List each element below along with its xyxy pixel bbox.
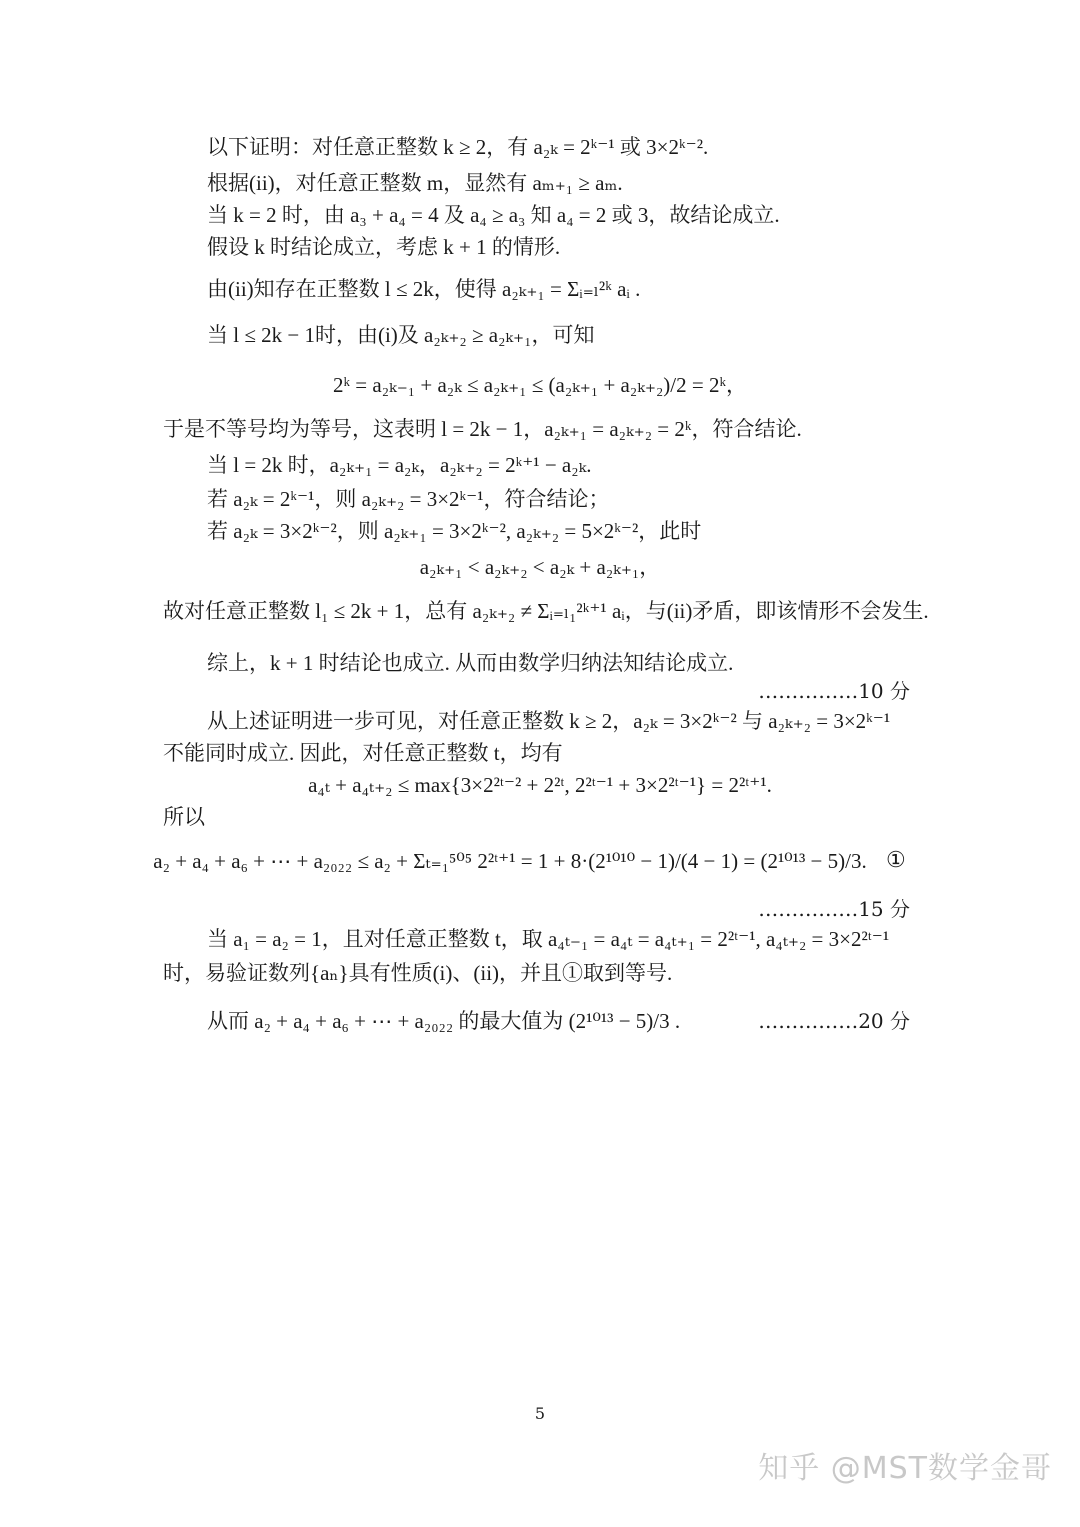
display-equation-2: a₂ₖ₊₁ < a₂ₖ₊₂ < a₂ₖ + a₂ₖ₊₁， — [419, 555, 661, 579]
score-10: ……………10 分 — [758, 679, 910, 703]
equation-marker: ① — [886, 848, 906, 873]
proof-line-18: 从而 a₂ + a₄ + a₆ + ⋯ + a₂₀₂₂ 的最大值为 (2¹⁰¹³ − 5)/3 . — [207, 1009, 681, 1033]
proof-line-4: 假设 k 时结论成立，考虑 k + 1 的情形. — [207, 235, 561, 259]
proof-line-3: 当 k = 2 时，由 a₃ + a₄ = 4 及 a₄ ≥ a₃ 知 a₄ = 2 或 3，故结论成立. — [207, 203, 780, 227]
proof-line-2: 根据(ii)，对任意正整数 m，显然有 aₘ₊₁ ≥ aₘ. — [207, 171, 623, 195]
proof-line-7: 于是不等号均为等号，这表明 l = 2k − 1，a₂ₖ₊₁ = a₂ₖ₊₂ = 2ᵏ，符合结论. — [163, 417, 802, 441]
display-equation-4: a₂ + a₄ + a₆ + ⋯ + a₂₀₂₂ ≤ a₂ + Σₜ₌₁⁵⁰⁵ 2²ᵗ⁺¹ = 1 + 8·(2¹⁰¹⁰ − 1)/(4 − 1) = (2¹⁰¹³ − 5)/3. — [153, 849, 867, 873]
proof-line-14: 不能同时成立. 因此，对任意正整数 t，均有 — [163, 741, 563, 765]
score-15: ……………15 分 — [758, 897, 910, 921]
display-equation-3: a₄ₜ + a₄ₜ₊₂ ≤ max{3×2²ᵗ⁻² + 2²ᵗ, 2²ᵗ⁻¹ + 3×2²ᵗ⁻¹} = 2²ᵗ⁺¹. — [308, 773, 772, 797]
proof-line-16: 当 a₁ = a₂ = 1，且对任意正整数 t，取 a₄ₜ₋₁ = a₄ₜ = a₄ₜ₊₁ = 2²ᵗ⁻¹, a₄ₜ₊₂ = 3×2²ᵗ⁻¹ — [207, 927, 890, 951]
proof-line-10: 若 a₂ₖ = 3×2ᵏ⁻²，则 a₂ₖ₊₁ = 3×2ᵏ⁻², a₂ₖ₊₂ = 5×2ᵏ⁻²，此时 — [207, 519, 702, 543]
watermark: 知乎 @MST数学金哥 — [758, 1451, 1052, 1486]
proof-line-13: 从上述证明进一步可见，对任意正整数 k ≥ 2，a₂ₖ = 3×2ᵏ⁻² 与 a₂ₖ₊₂ = 3×2ᵏ⁻¹ — [207, 709, 891, 733]
proof-line-1: 以下证明：对任意正整数 k ≥ 2，有 a₂ₖ = 2ᵏ⁻¹ 或 3×2ᵏ⁻². — [207, 135, 709, 159]
display-equation-1: 2ᵏ = a₂ₖ₋₁ + a₂ₖ ≤ a₂ₖ₊₁ ≤ (a₂ₖ₊₁ + a₂ₖ₊₂)/2 = 2ᵏ， — [332, 373, 748, 397]
proof-line-8: 当 l = 2k 时，a₂ₖ₊₁ = a₂ₖ，a₂ₖ₊₂ = 2ᵏ⁺¹ − a₂ₖ. — [207, 453, 592, 477]
proof-line-12: 综上，k + 1 时结论也成立. 从而由数学归纳法知结论成立. — [207, 651, 734, 675]
proof-line-6: 当 l ≤ 2k − 1时，由(i)及 a₂ₖ₊₂ ≥ a₂ₖ₊₁，可知 — [207, 323, 595, 347]
proof-line-5: 由(ii)知存在正整数 l ≤ 2k，使得 a₂ₖ₊₁ = Σᵢ₌ₗ²ᵏ aᵢ . — [207, 277, 641, 301]
proof-line-17: 时，易验证数列{aₙ}具有性质(i)、(ii)，并且①取到等号. — [163, 961, 673, 985]
proof-line-15: 所以 — [163, 805, 205, 829]
score-20: ……………20 分 — [758, 1009, 910, 1033]
page-number: 5 — [534, 1404, 546, 1423]
proof-line-9: 若 a₂ₖ = 2ᵏ⁻¹，则 a₂ₖ₊₂ = 3×2ᵏ⁻¹，符合结论； — [207, 487, 610, 511]
proof-line-11: 故对任意正整数 l₁ ≤ 2k + 1，总有 a₂ₖ₊₂ ≠ Σᵢ₌ₗ₁²ᵏ⁺¹ aᵢ，与(ii)矛盾，即该情形不会发生. — [163, 599, 929, 623]
